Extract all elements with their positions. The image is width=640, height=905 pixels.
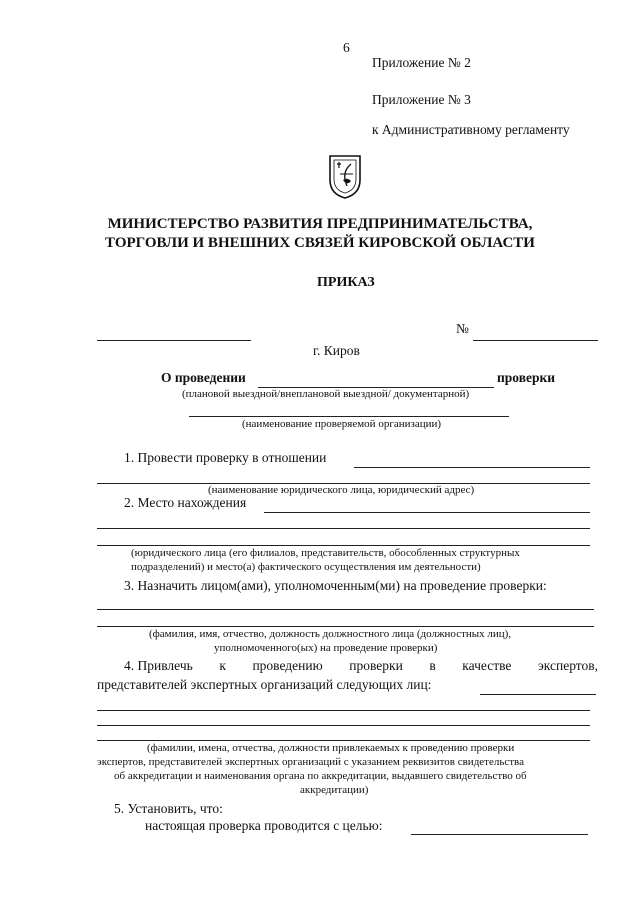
item-2-field-3 — [97, 545, 590, 546]
appendix-line-3: к Административному регламенту — [372, 122, 570, 137]
item-3-hint-2: уполномоченного(ых) на проведение проверки) — [214, 642, 438, 654]
item-1-text: 1. Провести проверку в отношении — [124, 450, 327, 465]
item-4-word: экспертов, — [537, 658, 598, 673]
item-4-hint-4: аккредитации) — [300, 784, 369, 796]
ministry-title-line-1: МИНИСТЕРСТВО РАЗВИТИЯ ПРЕДПРИНИМАТЕЛЬСТВА, — [107, 216, 533, 232]
page-number: 6 — [343, 40, 350, 55]
coat-of-arms-icon — [327, 152, 363, 200]
document-type-title: ПРИКАЗ — [317, 275, 375, 290]
ministry-title-line-2: ТОРГОВЛИ И ВНЕШНИХ СВЯЗЕЙ КИРОВСКОЙ ОБЛАСТИ — [105, 235, 535, 251]
item-4-line-2: представителей экспертных организаций следующих лиц: — [97, 677, 432, 692]
check-type-hint: (плановой выездной/внеплановой выездной/ документарной) — [182, 388, 470, 400]
item-3-field-1 — [97, 609, 594, 610]
item-5-goal-field — [411, 834, 588, 835]
item-4-word: к — [219, 658, 226, 673]
item-2-hint-1: (юридического лица (его филиалов, представительств, обособленных структурных — [131, 547, 520, 559]
subject-suffix: проверки — [497, 370, 556, 385]
item-3-hint-1: (фамилия, имя, отчество, должность должностного лица (должностных лиц), — [149, 628, 512, 640]
appendix-line-2: Приложение № 3 — [372, 92, 471, 107]
item-4-hint-2: экспертов, представителей экспертных организаций с указанием реквизитов свидетельства — [97, 756, 524, 768]
item-2-field-2 — [97, 528, 590, 529]
order-number-field — [473, 340, 598, 341]
item-5-sub: настоящая проверка проводится с целью: — [145, 818, 383, 833]
item-4-hint-1: (фамилии, имена, отчества, должности привлекаемых к проведению проверки — [147, 742, 515, 754]
item-4-word: 4. Привлечь — [124, 658, 193, 673]
organization-name-field — [189, 416, 509, 417]
item-3-text: 3. Назначить лицом(ами), уполномоченным(ми) на проведение проверки: — [124, 578, 547, 593]
appendix-line-1: Приложение № 2 — [372, 55, 471, 70]
item-1-hint: (наименование юридического лица, юридический адрес) — [208, 484, 475, 496]
item-4-field-3 — [97, 725, 590, 726]
item-1-field — [354, 467, 590, 468]
item-4-word: в — [429, 658, 436, 673]
item-4-field-4 — [97, 740, 590, 741]
item-2-hint-2: подразделений) и место(а) фактического осуществления им деятельности) — [131, 561, 481, 573]
item-2-field — [264, 512, 590, 513]
number-sign: № — [456, 321, 469, 336]
item-4-field — [480, 694, 596, 695]
item-4-word: качестве — [462, 658, 512, 673]
item-4-line-1 — [124, 658, 598, 674]
item-4-hint-3: об аккредитации и наименования органа по аккредитации, выдавшего свидетельство об — [114, 770, 527, 782]
city-label: г. Киров — [313, 343, 360, 358]
item-5-text: 5. Установить, что: — [114, 801, 223, 816]
item-3-field-2 — [97, 626, 594, 627]
item-4-word: проведению — [252, 658, 323, 673]
organization-name-hint: (наименование проверяемой организации) — [242, 418, 442, 430]
item-2-text: 2. Место нахождения — [124, 495, 247, 510]
item-4-field-2 — [97, 710, 590, 711]
date-field — [97, 340, 251, 341]
subject-prefix: О проведении — [161, 370, 246, 385]
item-4-word: проверки — [349, 658, 403, 673]
